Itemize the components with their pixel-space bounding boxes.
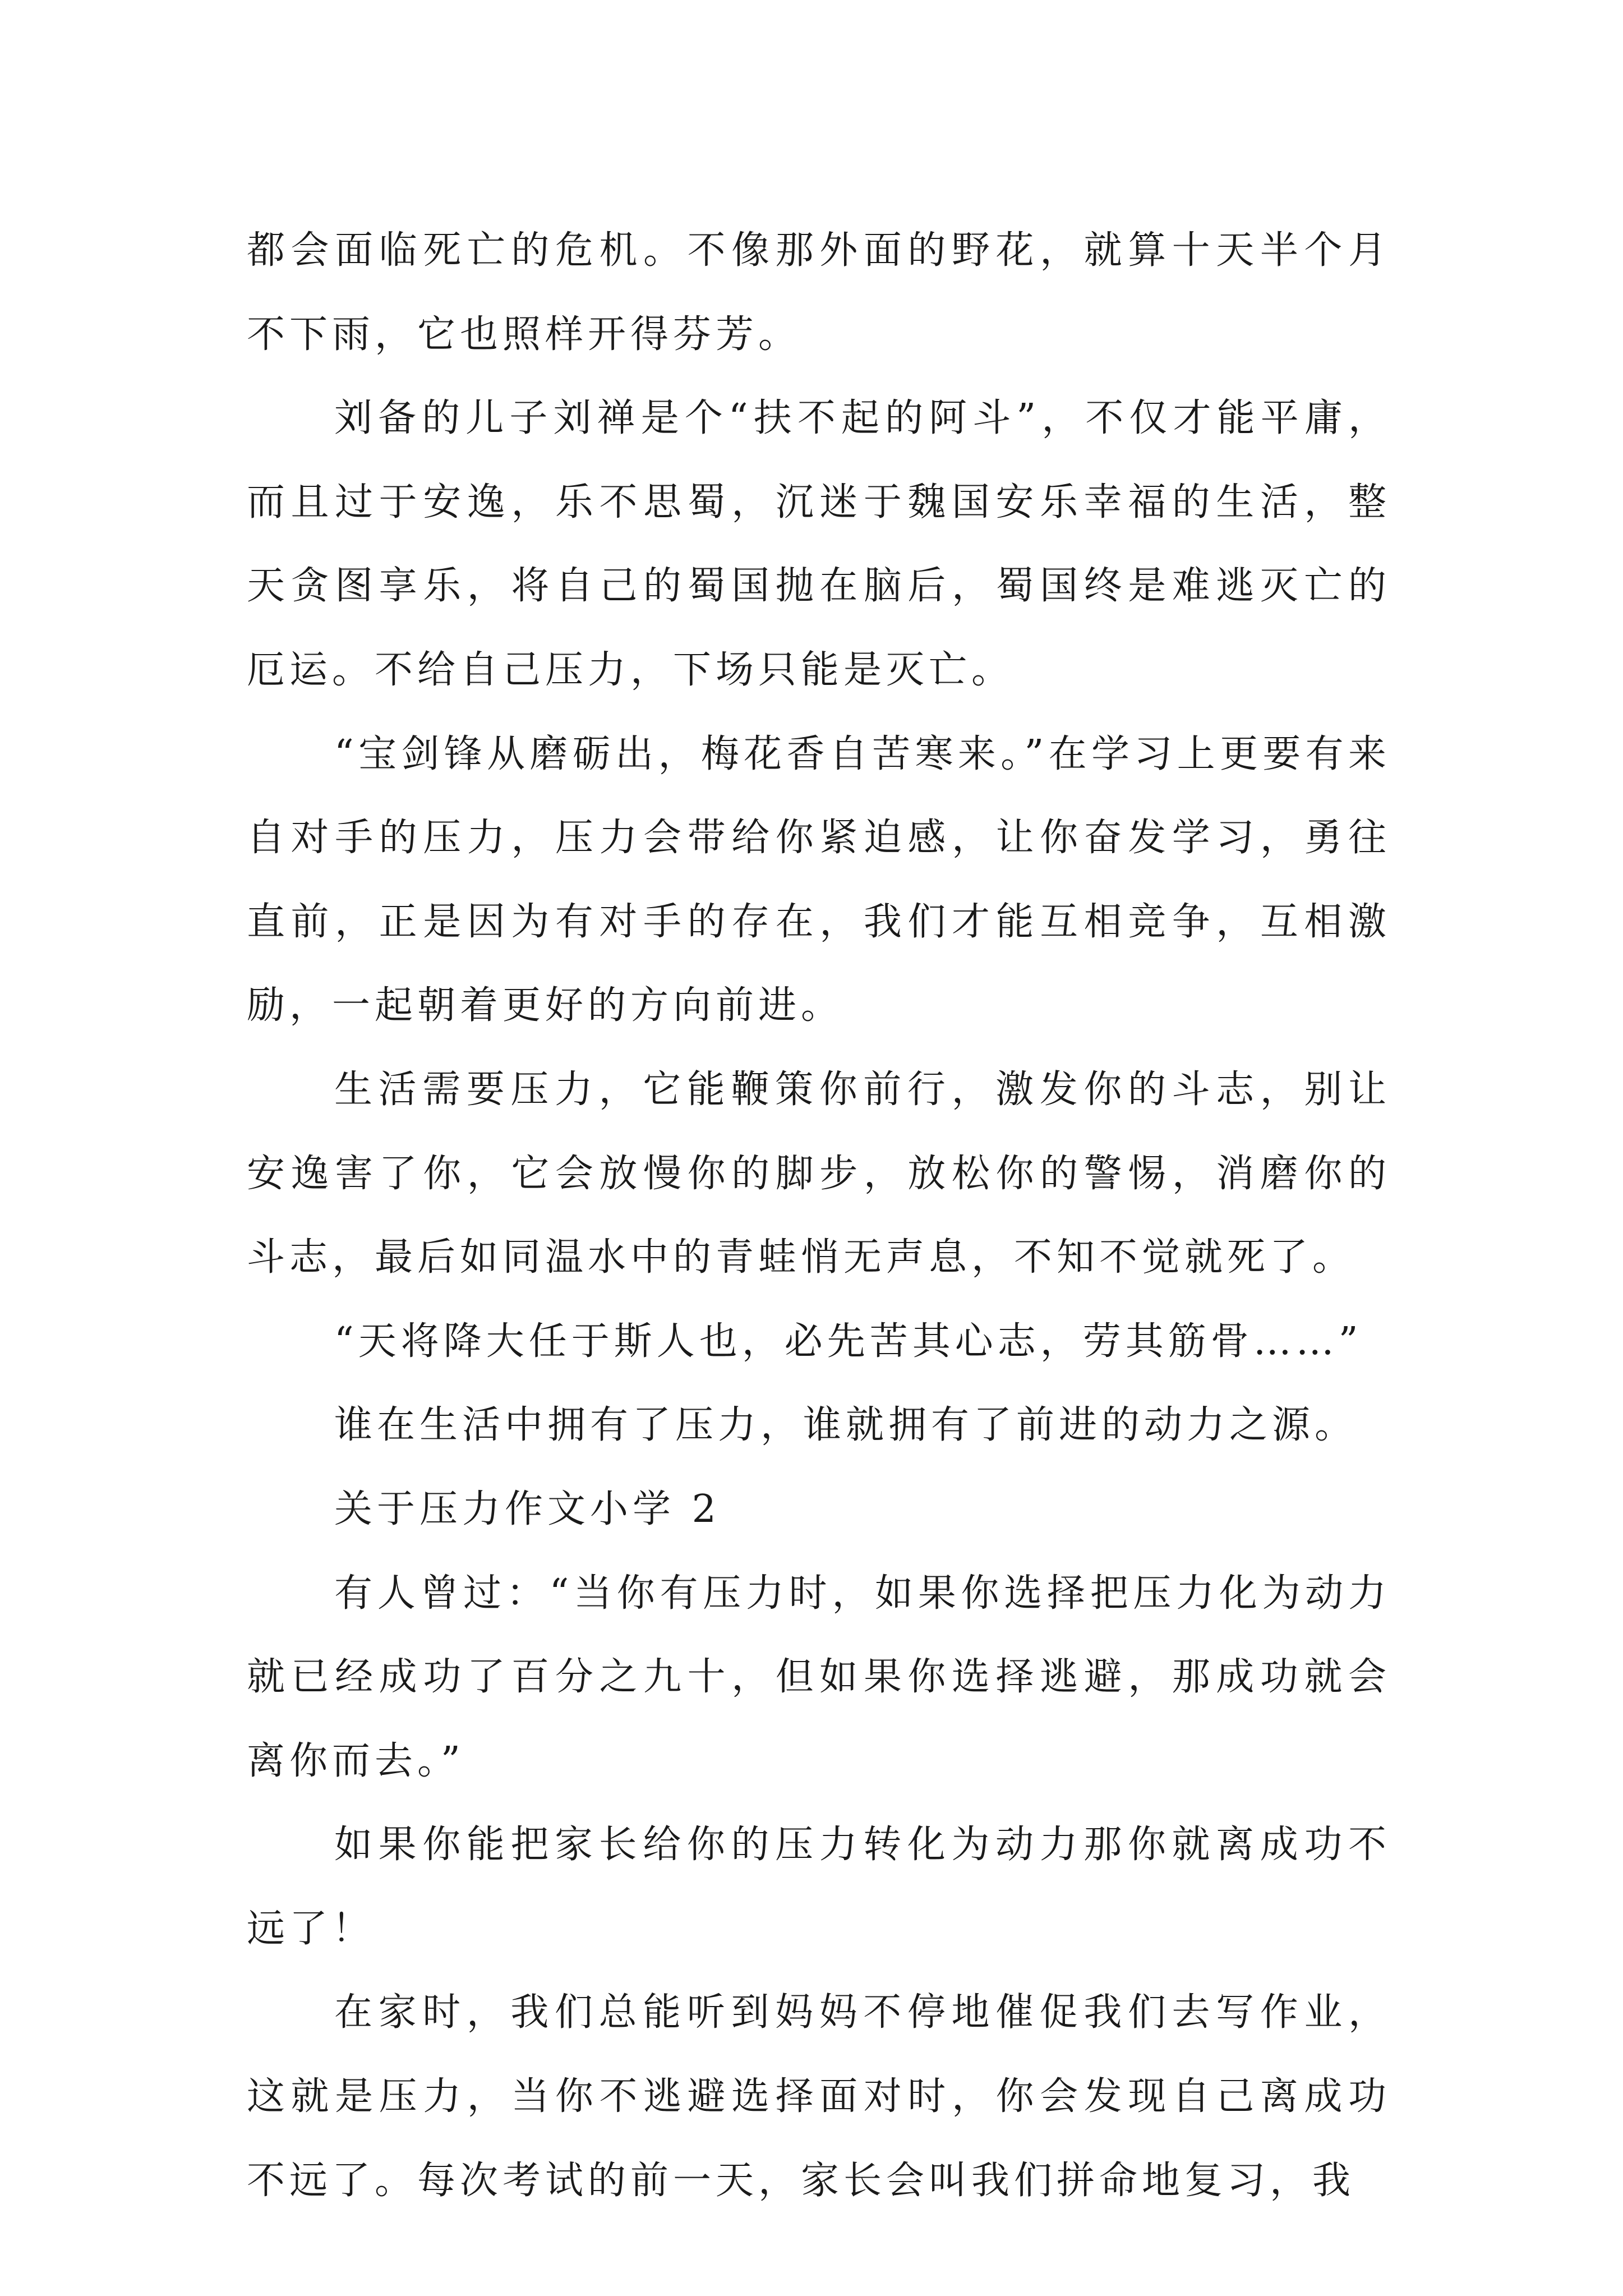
- document-body: [247, 209, 1391, 2223]
- paragraph-2: 刘备的儿子刘禅是个“扶不起的阿斗”，不仅才能平庸，而且过于安逸，乐不思蜀，沉迷于魏国安乐幸福的生活，整天贪图享乐，将自己的蜀国抛在脑后，蜀国终是难逃灭亡的厄运。不给自己压力，下场只能是灭亡。: [247, 396, 1391, 692]
- paragraph-4: 生活需要压力，它能鞭策你前行，激发你的斗志，别让安逸害了你，它会放慢你的脚步，放松你的警惕，消磨你的斗志，最后如同温水中的青蛙悄无声息，不知不觉就死了。: [247, 1067, 1391, 1280]
- paragraph-1: 都会面临死亡的危机。不像那外面的野花，就算十天半个月不下雨，它也照样开得芬芳。: [247, 228, 1391, 357]
- paragraph-8: 在家时，我们总能听到妈妈不停地催促我们去写作业，这就是压力，当你不逃避选择面对时，你会发现自己离成功不远了。每次考试的前一天，家长会叫我们拼命地复习，我: [247, 1990, 1391, 2203]
- paragraph-3: “宝剑锋从磨砺出，梅花香自苦寒来。”在学习上更要有来自对手的压力，压力会带给你紧迫感，让你奋发学习，勇往直前，正是因为有对手的存在，我们才能互相竞争，互相激励，一起朝着更好的方向前进。: [247, 731, 1391, 1028]
- paragraph-6: 有人曾过：“当你有压力时，如果你选择把压力化为动力就已经成功了百分之九十，但如果你选择逃避，那成功就会离你而去。”: [247, 1571, 1391, 1783]
- quote-line: “天将降大任于斯人也，必先苦其心志，劳其筋骨……”: [334, 1319, 1363, 1364]
- section-heading: 关于压力作文小学 2: [334, 1487, 721, 1531]
- paragraph-5: 谁在生活中拥有了压力，谁就拥有了前进的动力之源。: [334, 1403, 1358, 1448]
- paragraph-7: 如果你能把家长给你的压力转化为动力那你就离成功不远了！: [247, 1823, 1391, 1951]
